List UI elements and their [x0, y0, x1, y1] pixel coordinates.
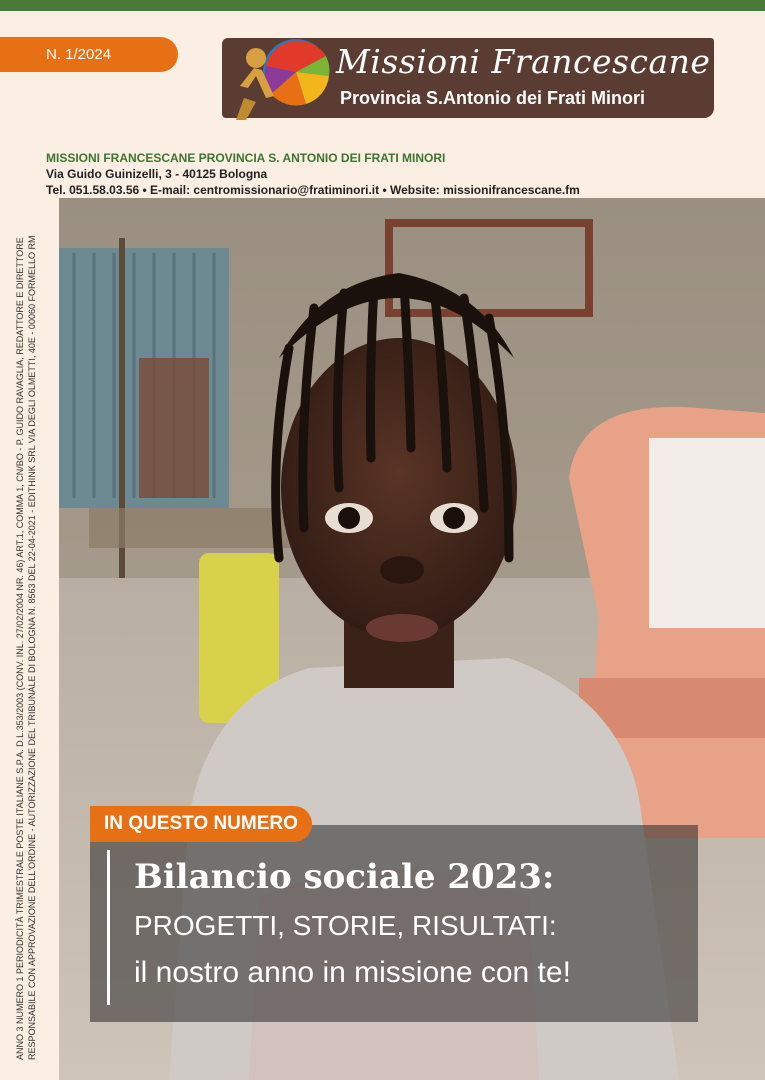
- feature-subtitle-1: PROGETTI, STORIE, RISULTATI:: [134, 910, 557, 941]
- masthead-logo: [222, 38, 714, 118]
- publisher-contacts: Tel. 051.58.03.56 • E-mail: centromissionario@fratiminori.it • Website: missionifrancescane.fm: [46, 183, 580, 197]
- feature-subtitle-2: il nostro anno in missione con te!: [134, 956, 571, 989]
- legal-notice: [14, 235, 38, 1060]
- publisher-address: Via Guido Guinizelli, 3 - 40125 Bologna: [46, 167, 268, 181]
- legal-notice-line-1: ANNO 3 NUMERO 1 PERIODICITÀ TRIMESTRALE POSTE ITALIANE S.P.A. D.L.353/2003 (CONV. INL. 27/02/2004 NR. 46) ART.1, COMMA 1, CN/BO - P. GUIDO RAVAGLIA, REDATTORE E DIRETTORE: [15, 237, 25, 1060]
- feature-tag: IN QUESTO NUMERO: [90, 806, 312, 842]
- franciscan-figure-globe-icon: [226, 36, 332, 122]
- publisher-name: MISSIONI FRANCESCANE PROVINCIA S. ANTONIO DEI FRATI MINORI: [46, 151, 446, 165]
- logo-title: Missioni Francescane: [336, 42, 711, 81]
- legal-notice-line-2: RESPONSABILE CON APPROVAZIONE DELL'ORDINE - AUTORIZZAZIONE DEL TRIBUNALE DI BOLOGNA N. 8563 DEL 22-04-2021 - EDITHINK SRL VIA DEGLI OLMETTI, 40E - 00060 FORMELLO RM: [27, 235, 37, 1060]
- feature-divider: [107, 850, 110, 1005]
- feature-title: Bilancio sociale 2023:: [134, 857, 555, 897]
- top-color-bar: [0, 0, 765, 11]
- publisher-info: [46, 150, 580, 198]
- logo-subtitle: Provincia S.Antonio dei Frati Minori: [340, 88, 646, 108]
- issue-number-badge: N. 1/2024: [0, 37, 178, 72]
